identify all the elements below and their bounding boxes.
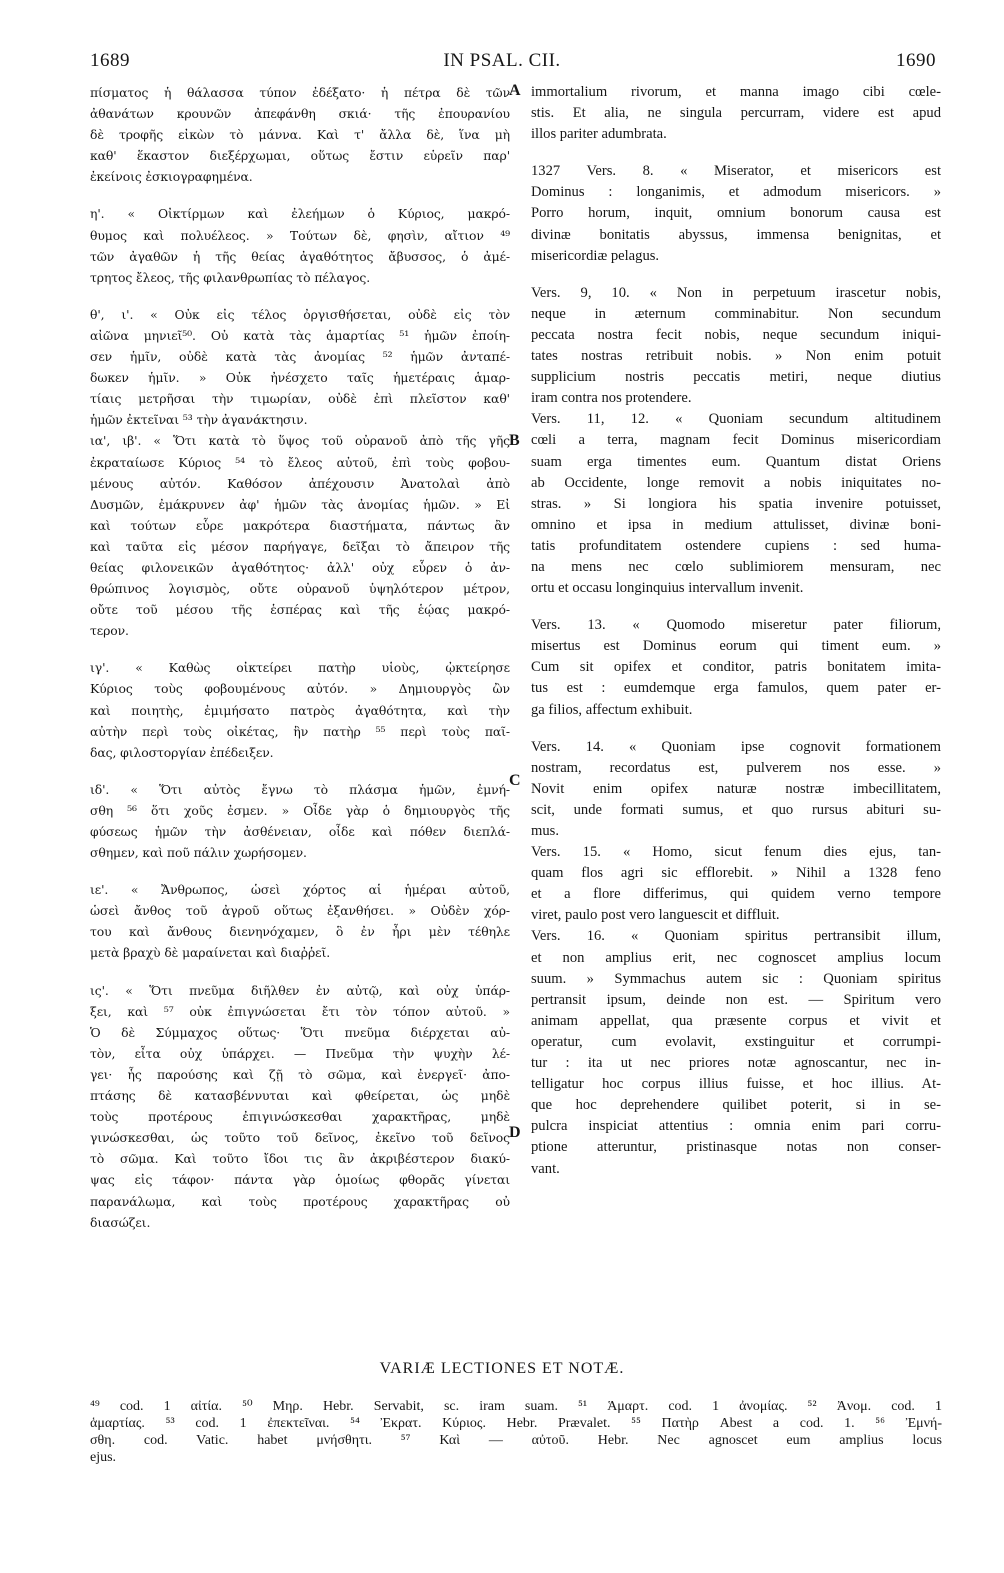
text-line: Ὁ δὲ Σύμμαχος οὕτως· Ὅτι πνεῦμα διέρχεται αὐ- [90,1024,510,1040]
text-line: Δυσμῶν, ἐμάκρυνεν ἀφ' ἡμῶν τὰς ἀνομίας ἡμῶν. » Εἰ [90,496,510,512]
text-line: Cum sit opifex et conditor, patris bonitatem imita- [531,659,941,676]
text-line: quam flos agri sic efflorebit. » Nihil a 1328 feno [531,865,941,882]
text-line: et a flore differimus, qui quidem verno tempore [531,886,941,903]
text-line: ξει, καὶ ⁵⁷ οὐκ ἐπιγνώσεται ἔτι τὸν τόπον αὐτοῦ. » [90,1003,510,1019]
text-line: cœli a terra, magnam fecit Dominus misericordiam [531,432,941,449]
text-line: tatis profunditatem ostendere cupiens : sed huma- [531,537,941,554]
text-line: divinæ bonitatis abyssus, immensa benignitas, et [531,226,941,243]
text-line: ψας εἰς τάφον· πάντα γὰρ ὁμοίως φθορᾶς γίνεται [90,1172,510,1188]
variant-readings-notes [90,1398,942,1466]
text-line: δὲ τροφῆς εἰκὼν τὸ μάννα. Καὶ τ' ἄλλα δὲ, ἵνα μὴ [90,127,510,143]
text-line: et non amplius erit, nec cognoscet amplius locum [531,949,941,966]
text-line: suum. » Symmachus autem sic : Quoniam spiritus [531,970,941,987]
text-line: τὸν, εἶτα οὐχ ὑπάρχει. — Πνεῦμα τὴν ψυχὴν λέ- [90,1045,510,1061]
text-line: animam appellat, qua præsente corpus et vivit et [531,1012,941,1029]
text-line: pulcra inspiciat attentius : omnia enim pari corru- [531,1118,941,1135]
text-line: tus est : eumdemque erga famulos, quem pater er- [531,680,941,697]
text-line: supplicium nostris peccatis metiri, neque diutius [531,369,941,386]
text-line: que hoc deprehendere quilibet poterit, si in se- [531,1097,941,1114]
text-line: ortu et occasu longinquius intervallum invenit. [531,580,804,597]
text-line: Κύριος τοὺς φοβουμένους αὐτόν. » Δημιουργὸς ὢν [90,681,510,697]
text-line: stis. Et alia, ne singula percurram, videre est apud [531,105,941,122]
text-line: ις'. « Ὅτι πνεῦμα διῆλθεν ἐν αὐτῷ, καὶ οὐχ ὑπάρ- [90,982,510,998]
text-line: misericordiæ pelagus. [531,247,660,264]
text-line: ιε'. « Ἄνθρωπος, ὡσεὶ χόρτος αἱ ἡμέραι αὐτοῦ, [90,882,510,898]
text-line: illos pariter adumbrata. [531,126,667,143]
text-line: Novit enim opifex naturæ nostræ imbecillitatem, [531,780,941,797]
text-line: τὸ σῶμα. Καὶ τοῦτο ἴδοι τις ἂν ἀκριβέστερον διακύ- [90,1151,510,1167]
text-line: θρώπινος λογισμὸς, οὔτε οὐρανοῦ ὑψηλότερον μέτρον, [90,581,510,597]
note-line: σθη. cod. Vatic. habet μνήσθητι. ⁵⁷ Καὶ — αὐτοῦ. Hebr. Nec agnoscet eum amplius locus [90,1433,942,1448]
text-line: ἐκραταίωσε Κύριος ⁵⁴ τὸ ἔλεος αὐτοῦ, ἐπὶ τοὺς φοβου- [90,454,510,470]
text-line: ἀθανάτων κρουνῶν ἀπεφάνθη σκιά· τῆς ἐπουρανίου [90,106,510,122]
text-line: πτάσης δὲ κατασβέννυται καὶ φθείρεται, ὡς μηδὲ [90,1088,510,1104]
text-line: tates nostras retribuit nobis. » Non enim potuit [531,348,941,365]
text-line: τρητος ἔλεος, τῆς φιλανθρωπίας τὸ πέλαγος. [90,269,371,285]
text-line: θείας φιλονεικῶν ἀγαθότητος· ἀλλ' οὐχ εὗρεν ὁ ἀν- [90,559,510,575]
text-line: φύσεως ἡμῶν τὴν ἀσθένειαν, οἶδε καὶ πόθεν διεπλά- [90,824,510,839]
text-line: na mens nec cœlo sublimiorem mensuram, nec [531,558,941,575]
text-line: pertransit ipsum, deinde non est. — Spiritum vero [531,991,941,1008]
note-line: ἁμαρτίας. ⁵³ cod. 1 ἐπεκτεῖναι. ⁵⁴ Ἐκρατ. Κύριος. Hebr. Prævalet. ⁵⁵ Πατὴρ Abest a cod. 1. ⁵⁶ Ἐμνή- [90,1416,942,1431]
text-line: καὶ ποιητὴς, ἐμιμήσατο πατρὸς ἀγαθότητα, καὶ τὴν [90,702,510,718]
text-line: viret, paulo post vero languescit et diffluit. [531,907,780,924]
text-line: ιδ'. « Ὅτι αὐτὸς ἔγνω τὸ πλάσμα ἡμῶν, ἐμνή- [90,781,510,797]
text-line: scit, unde formati sumus, et quo rursus abituri su- [531,801,941,818]
margin-marker-a: A [509,82,521,99]
text-line: Vers. 11, 12. « Quoniam secundum altitudinem [531,411,941,428]
margin-marker-d: D [509,1124,521,1141]
text-line: 1327 Vers. 8. « Miserator, et misericors est [531,163,941,180]
text-line: οὔτε τοῦ μέσου τῆς ἑσπέρας καὶ τῆς ἑῴας μακρό- [90,602,510,618]
text-line: σεν ἡμῖν, οὐδὲ κατὰ τὰς ἀνομίας ⁵² ἡμῶν ἀνταπέ- [90,349,510,365]
text-line: omnino et ipsa in medium attulisset, divinæ boni- [531,516,941,533]
text-line: του καὶ ἄνθους διενηνόχαμεν, ὃ ἐν ἦρι μὲν τέθηλε [90,924,510,940]
margin-marker-b: B [509,432,520,449]
text-line: Dominus : longanimis, et admodum misericors. » [531,184,941,201]
text-line: tur : ita ut nec priores notæ agnoscantur, nec in- [531,1055,941,1072]
text-line: neque in æternum comminabitur. Non secundum [531,305,941,322]
text-line: iram contra nos protendere. [531,390,692,407]
notes-heading: VARIÆ LECTIONES ET NOTÆ. [379,1360,625,1377]
text-line: peccata nostra fecit nobis, neque secundum iniqui- [531,326,941,343]
text-line: misertus est Dominus eorum qui timent eum. » [531,638,941,655]
text-line: καὶ ταῦτα εἰς μέσον παρήγαγε, δεῖξαι τὸ ἄπειρον τῆς [90,538,510,554]
note-line: ⁴⁹ cod. 1 αἰτία. ⁵⁰ Μηρ. Hebr. Servabit, sc. iram suam. ⁵¹ Ἁμαρτ. cod. 1 ἀνομίας. ⁵² Ἀνομ. cod. 1 [90,1399,942,1414]
text-line: Vers. 16. « Quoniam spiritus pertransibit illum, [531,928,941,945]
text-line: ptione atteruntur, pristinasque notas non conser- [531,1139,941,1156]
text-line: mus. [531,823,559,839]
latin-text-column [531,82,941,1180]
text-line: telligatur hoc corpus illius fuisse, et hoc illius. At- [531,1076,941,1093]
text-line: καὶ τούτων εὗρε μακρότερα διαστήματα, πάντως ἂν [90,517,510,533]
text-line: ἡμῶν ἐκτεῖναι ⁵³ τὴν ἀγανάκτησιν. [90,412,308,428]
text-line: ab Occidente, longe removit a nobis iniquitates no- [531,474,941,491]
text-line: δωκεν ἡμῖν. » Οὐκ ἠνέσχετο ταῖς ἡμετέραις ἁμαρ- [90,370,510,386]
text-line: η'. « Οἰκτίρμων καὶ ἐλεήμων ὁ Κύριος, μακρό- [90,206,510,222]
text-line: σθη ⁵⁶ ὅτι χοῦς ἐσμεν. » Οἶδε γὰρ ὁ δημιουργὸς τῆς [90,802,510,818]
text-line: θ', ι'. « Οὐκ εἰς τέλος ὀργισθήσεται, οὐδὲ εἰς τὸν [90,306,510,322]
text-line: τῶν ἀγαθῶν ἡ τῆς θείας ἀγαθότητος ἄβυσσος, ὁ ἀμέ- [90,248,510,264]
text-line: ἐκείνοις ἐσκιογραφημένα. [90,169,253,185]
text-line: μετὰ βραχὺ δὲ μαραίνεται καὶ διαῤῥεῖ. [90,945,331,961]
text-line: vant. [531,1160,560,1177]
text-line: τερον. [90,623,129,639]
greek-text-column [90,82,510,1233]
page-number-right: 1690 [896,50,936,71]
text-line: μένους αὐτόν. Καθόσον ἀπέχουσιν Ἀνατολαὶ ἀπὸ [90,475,510,491]
text-line: πίσματος ἡ θάλασσα τύπον ἐδέξατο· ἡ πέτρα δὲ τῶν [90,85,510,100]
text-line: ὡσεὶ ἄνθος τοῦ ἀγροῦ οὕτως ἐξανθήσει. » Οὐδὲν χόρ- [90,903,510,919]
text-line: Porro horum, inquit, omnium bonorum causa est [531,205,941,222]
text-line: αὐτὴν περὶ τοὺς οἰκέτας, ἣν πατὴρ ⁵⁵ περὶ τοὺς παῖ- [90,723,510,739]
text-line: γει· ἧς παρούσης καὶ ζῇ τὸ σῶμα, καὶ ἐνεργεῖ· ἀπο- [90,1066,510,1082]
page-number-left: 1689 [90,50,130,71]
running-title: IN PSAL. CII. [443,50,561,71]
text-line: σθημεν, καὶ ποῦ πάλιν χωρήσομεν. [90,845,307,861]
margin-marker-c: C [509,772,521,789]
text-line: παρανάλωμα, καὶ τοὺς προτέρους χαρακτῆρας οὐ [90,1193,510,1209]
text-line: δας, φιλοστοργίαν ἐπέδειξεν. [90,744,274,760]
text-line: τοὺς προτέρους ἐπιγινώσκεσθαι χαρακτῆρας, μηδὲ [90,1109,510,1125]
text-line: operatur, cum evolavit, exstinguitur et corrumpi- [531,1033,941,1050]
text-line: stras. » Si longiora his spatia invenire potuisset, [531,495,941,512]
text-line: θυμος καὶ πολυέλεος. » Τούτων δὲ, φησὶν, αἴτιον ⁴⁹ [90,227,510,243]
text-line: αἰῶνα μηνιεῖ⁵⁰. Οὐ κατὰ τὰς ἁμαρτίας ⁵¹ ἡμῶν ἐποίη- [90,327,510,343]
text-line: nostram, recordatus est, pulverem nos esse. » [531,759,941,776]
text-line: ια', ιβ'. « Ὅτι κατὰ τὸ ὕψος τοῦ οὐρανοῦ ἀπὸ τῆς γῆς [90,433,510,449]
text-line: ιγ'. « Καθὼς οἰκτείρει πατὴρ υἱοὺς, ᾠκτείρησε [90,660,510,676]
text-line: διασώζει. [90,1214,151,1230]
text-line: καθ' ἕκαστον διεξέρχωμαι, οὕτως ἔστιν εὑρεῖν παρ' [90,148,510,164]
text-line: ga filios, affectum exhibuit. [531,701,693,718]
text-line: τίαις μετρῆσαι τὴν τιμωρίαν, οὐδὲ ἐπὶ πλεῖστον καθ' [90,391,510,407]
text-line: suam erga timentes eum. Quantum distat Oriens [531,453,941,470]
text-line: γινώσκεσθαι, ὡς τοῦτο τοῦ δεῖνος, ἐκεῖνο τοῦ δεῖνος [90,1130,510,1146]
text-line: Vers. 15. « Homo, sicut fenum dies ejus, tan- [531,844,941,861]
text-line: Vers. 14. « Quoniam ipse cognovit formationem [531,738,941,755]
text-line: immortalium rivorum, et manna imago cibi cœle- [531,84,941,100]
text-line: Vers. 13. « Quomodo miseretur pater filiorum, [531,617,941,634]
note-line: ejus. [90,1450,117,1465]
text-line: Vers. 9, 10. « Non in perpetuum irascetur nobis, [531,284,941,301]
